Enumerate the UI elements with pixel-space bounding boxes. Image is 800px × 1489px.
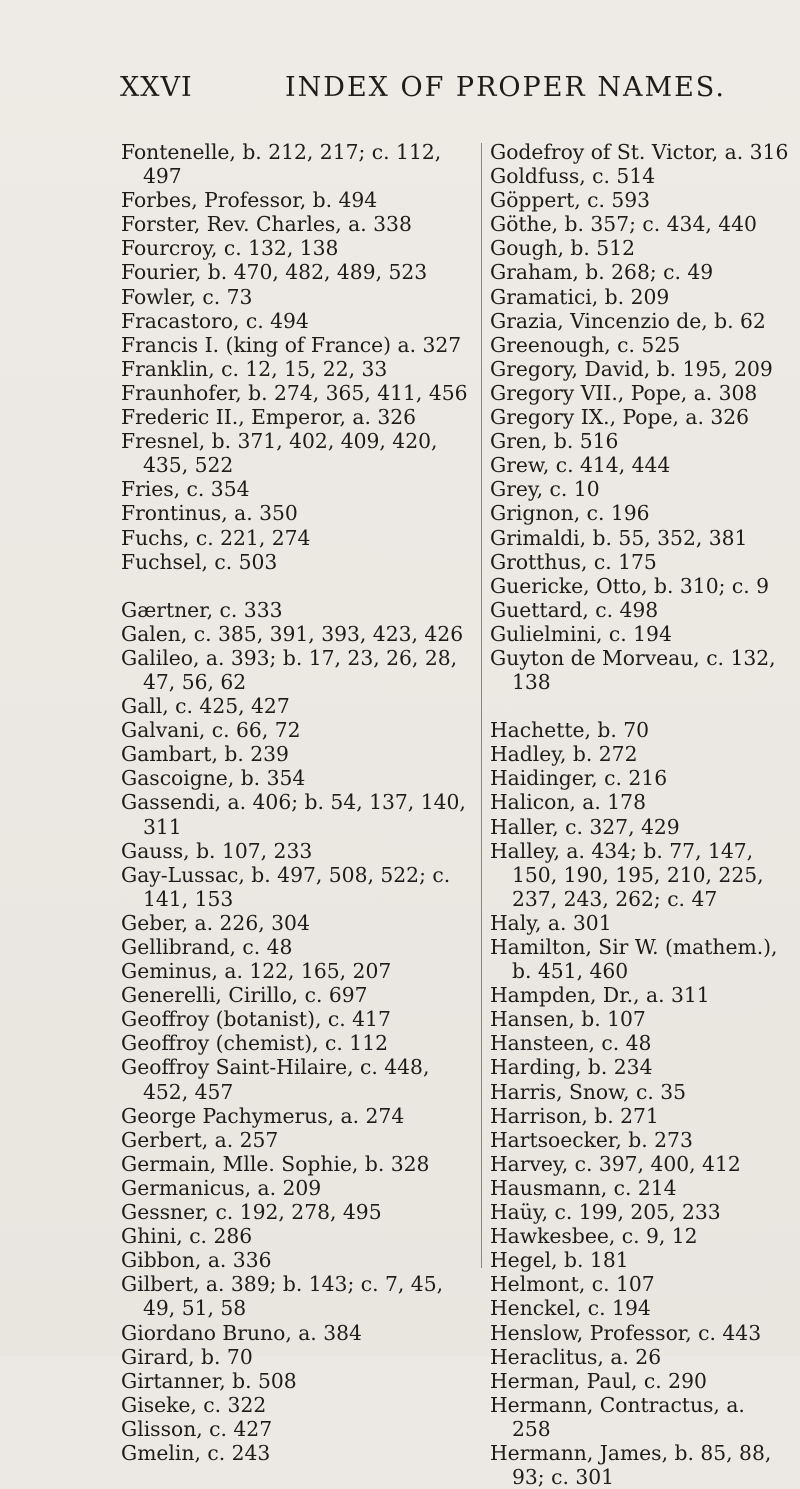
- index-entry: Francis I. (king of France) a. 327: [121, 332, 462, 357]
- index-entry: Haidinger, c. 216: [490, 766, 668, 791]
- index-entry: Forster, Rev. Charles, a. 338: [121, 212, 412, 237]
- index-entry: Gilbert, a. 389; b. 143; c. 7, 45, 49, 51, 58: [121, 1272, 444, 1321]
- index-entry: Haly, a. 301: [490, 910, 612, 935]
- index-entry: Giordano Bruno, a. 384: [121, 1320, 362, 1345]
- index-entry: Geoffroy (botanist), c. 417: [121, 1007, 391, 1032]
- index-entry: Godefroy of St. Victor, a. 316: [490, 140, 789, 164]
- right-column: [490, 140, 790, 1489]
- index-entry: Grey, c. 10: [490, 477, 600, 502]
- index-entry: Harding, b. 234: [490, 1055, 653, 1080]
- index-entry: Gmelin, c. 243: [121, 1440, 271, 1465]
- index-entry: Gramatici, b. 209: [490, 284, 670, 309]
- index-entry: Hampden, Dr., a. 311: [490, 983, 710, 1008]
- index-entry: Girard, b. 70: [121, 1344, 253, 1369]
- index-entry: Ghini, c. 286: [121, 1224, 253, 1249]
- index-entry: Fuchsel, c. 503: [121, 549, 278, 574]
- index-entry: Germain, Mlle. Sophie, b. 328: [121, 1151, 430, 1176]
- index-entry: Hegel, b. 181: [490, 1248, 629, 1273]
- index-entry: Gough, b. 512: [490, 236, 635, 261]
- index-entry: Germanicus, a. 209: [121, 1175, 322, 1200]
- index-entry: Haller, c. 327, 429: [490, 814, 680, 839]
- index-entry: Haüy, c. 199, 205, 233: [490, 1200, 721, 1225]
- index-entry: Glisson, c. 427: [121, 1416, 273, 1441]
- index-entry: Gren, b. 516: [490, 429, 619, 454]
- index-entry: Halley, a. 434; b. 77, 147, 150, 190, 195, 210, 225, 237, 243, 262; c. 47: [490, 838, 764, 911]
- index-entry: Grotthus, c. 175: [490, 549, 657, 574]
- index-entry: Geminus, a. 122, 165, 207: [121, 959, 392, 984]
- index-entry: Hachette, b. 70: [490, 718, 650, 743]
- index-entry: Gærtner, c. 333: [121, 597, 283, 622]
- index-entry: Grimaldi, b. 55, 352, 381: [490, 525, 748, 550]
- index-entry: Fuchs, c. 221, 274: [121, 525, 311, 550]
- index-entry: Girtanner, b. 508: [121, 1368, 297, 1393]
- index-entry: George Pachymerus, a. 274: [121, 1103, 405, 1128]
- index-entry: Gibbon, a. 336: [121, 1248, 272, 1273]
- index-entry: Gall, c. 425, 427: [121, 694, 290, 719]
- index-entry: Göppert, c. 593: [490, 188, 651, 213]
- index-entry: Gregory IX., Pope, a. 326: [490, 405, 750, 430]
- index-entry: Greenough, c. 525: [490, 332, 681, 357]
- page-number: XXVI: [120, 72, 193, 103]
- index-entry: Gregory, David, b. 195, 209: [490, 356, 773, 381]
- index-entry: Gauss, b. 107, 233: [121, 838, 313, 863]
- index-entry: Gascoigne, b. 354: [121, 766, 306, 791]
- index-entry: Fracastoro, c. 494: [121, 308, 309, 333]
- index-entry: Geoffroy Saint-Hilaire, c. 448, 452, 457: [121, 1055, 430, 1104]
- index-entry: Hermann, James, b. 85, 88, 93; c. 301: [490, 1440, 772, 1489]
- index-entry: Hartsoecker, b. 273: [490, 1127, 693, 1152]
- index-entry: Gulielmini, c. 194: [490, 621, 672, 646]
- index-entry: Herman, Paul, c. 290: [490, 1368, 707, 1393]
- index-entry: Henckel, c. 194: [490, 1296, 651, 1321]
- letter-gap: [121, 574, 475, 598]
- index-entry: Hawkesbee, c. 9, 12: [490, 1224, 698, 1249]
- index-entry: Geber, a. 226, 304: [121, 910, 310, 935]
- left-column: [121, 140, 475, 1465]
- index-entry: Gerbert, a. 257: [121, 1127, 279, 1152]
- index-entry: Galileo, a. 393; b. 17, 23, 26, 28, 47, 56, 62: [121, 645, 458, 694]
- index-entry: Hansen, b. 107: [490, 1007, 646, 1032]
- index-entry: Henslow, Professor, c. 443: [490, 1320, 762, 1345]
- index-entry: Hansteen, c. 48: [490, 1031, 652, 1056]
- index-entry: Gassendi, a. 406; b. 54, 137, 140, 311: [121, 790, 466, 839]
- index-entry: Forbes, Professor, b. 494: [121, 188, 378, 213]
- index-entry: Guettard, c. 498: [490, 597, 659, 622]
- page-header: [120, 72, 780, 112]
- index-entry: Frontinus, a. 350: [121, 501, 298, 526]
- index-entry: Giseke, c. 322: [121, 1392, 267, 1417]
- index-entry: Fourcroy, c. 132, 138: [121, 236, 339, 261]
- index-entry: Hamilton, Sir W. (mathem.), b. 451, 460: [490, 935, 778, 984]
- index-entry: Harrison, b. 271: [490, 1103, 659, 1128]
- index-entry: Graham, b. 268; c. 49: [490, 260, 714, 285]
- letter-gap: [490, 694, 790, 718]
- index-entry: Heraclitus, a. 26: [490, 1344, 662, 1369]
- index-entry: Hadley, b. 272: [490, 742, 638, 767]
- index-entry: Grew, c. 414, 444: [490, 453, 671, 478]
- index-entry: Galen, c. 385, 391, 393, 423, 426: [121, 621, 464, 646]
- index-entry: Gessner, c. 192, 278, 495: [121, 1200, 382, 1225]
- index-entry: Hausmann, c. 214: [490, 1175, 677, 1200]
- index-entry: Grazia, Vincenzio de, b. 62: [490, 308, 766, 333]
- index-entry: Fraunhofer, b. 274, 365, 411, 456: [121, 380, 468, 405]
- index-entry: Geoffroy (chemist), c. 112: [121, 1031, 389, 1056]
- index-entry: Gambart, b. 239: [121, 742, 289, 767]
- column-divider: [481, 143, 482, 1268]
- index-entry: Galvani, c. 66, 72: [121, 718, 301, 743]
- index-entry: Harvey, c. 397, 400, 412: [490, 1151, 741, 1176]
- index-entry: Franklin, c. 12, 15, 22, 33: [121, 356, 388, 381]
- index-entry: Harris, Snow, c. 35: [490, 1079, 687, 1104]
- index-entry: Fowler, c. 73: [121, 284, 253, 309]
- index-entry: Helmont, c. 107: [490, 1272, 655, 1297]
- running-title: INDEX OF PROPER NAMES.: [285, 72, 726, 103]
- index-entry: Fourier, b. 470, 482, 489, 523: [121, 260, 428, 285]
- index-entry: Goldfuss, c. 514: [490, 164, 656, 189]
- index-entry: Grignon, c. 196: [490, 501, 650, 526]
- index-entry: Fresnel, b. 371, 402, 409, 420, 435, 522: [121, 429, 438, 478]
- index-entry: Guyton de Morveau, c. 132, 138: [490, 645, 776, 695]
- index-entry: Generelli, Cirillo, c. 697: [121, 983, 368, 1008]
- index-entry: Frederic II., Emperor, a. 326: [121, 405, 417, 430]
- index-entry: Hermann, Contractus, a. 258: [490, 1392, 745, 1441]
- index-entry: Fontenelle, b. 212, 217; c. 112, 497: [121, 140, 442, 189]
- index-entry: Guericke, Otto, b. 310; c. 9: [490, 573, 770, 598]
- index-entry: Gellibrand, c. 48: [121, 935, 293, 959]
- index-entry: Halicon, a. 178: [490, 790, 646, 815]
- index-entry: Gregory VII., Pope, a. 308: [490, 380, 758, 405]
- index-entry: Gay-Lussac, b. 497, 508, 522; c. 141, 153: [121, 862, 451, 911]
- index-entry: Göthe, b. 357; c. 434, 440: [490, 212, 757, 237]
- index-entry: Fries, c. 354: [121, 477, 250, 502]
